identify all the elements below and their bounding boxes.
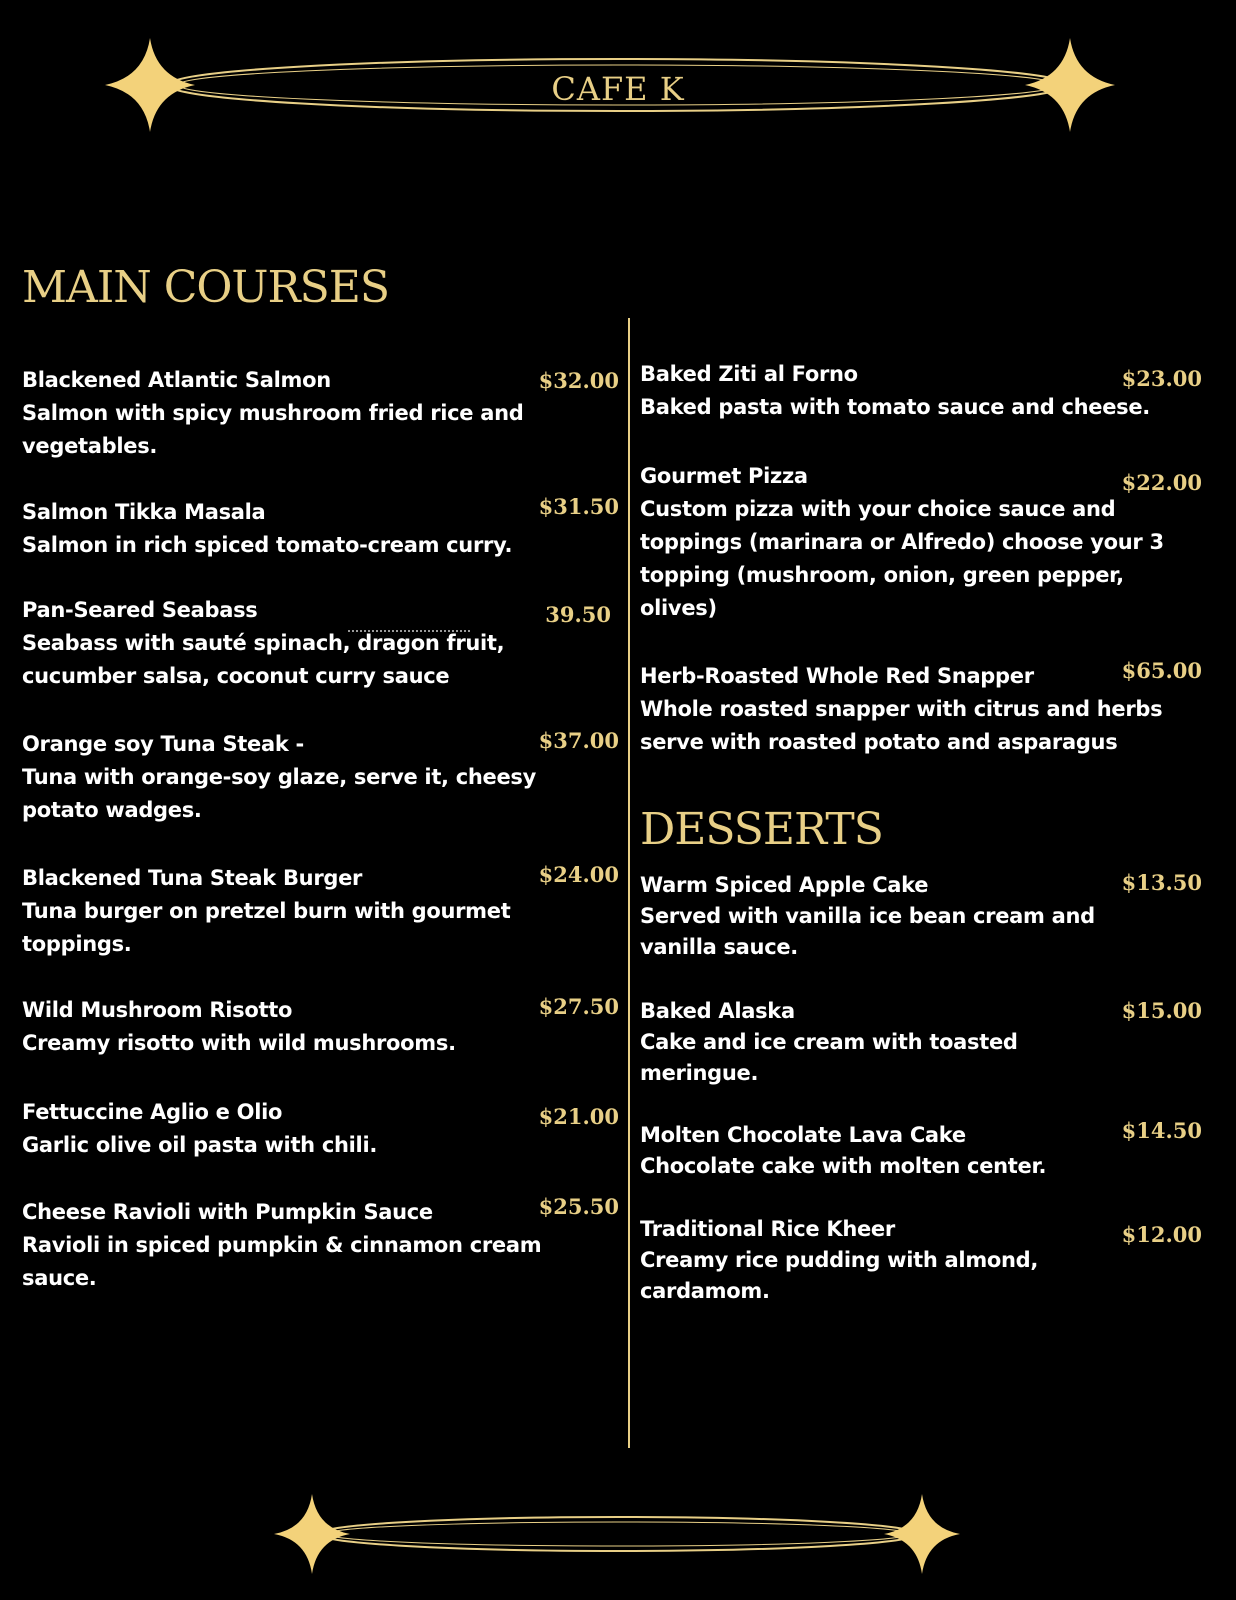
item-price: $31.50 xyxy=(538,494,619,519)
item-price: $24.00 xyxy=(538,862,619,887)
menu-item xyxy=(22,496,622,562)
item-description: Creamy rice pudding with almond, cardamom. xyxy=(640,1248,1039,1303)
item-description: Cake and ice cream with toasted meringue. xyxy=(640,1030,1018,1085)
item-description: Custom pizza with your choice sauce and toppings (marinara or Alfredo) choose your 3 topping (mushroom, onion, green pepper, olives) xyxy=(640,497,1164,620)
item-price: $32.00 xyxy=(538,368,619,393)
dotted-leader xyxy=(348,630,470,632)
item-description: Garlic olive oil pasta with chili. xyxy=(22,1133,378,1157)
item-price: $27.50 xyxy=(538,994,619,1019)
section-title-main-courses: MAIN COURSES xyxy=(22,262,390,313)
item-name: Cheese Ravioli with Pumpkin Sauce xyxy=(22,1200,433,1224)
four-point-star-icon xyxy=(884,1494,960,1574)
item-name: Blackened Atlantic Salmon xyxy=(22,368,331,392)
item-description: Served with vanilla ice bean cream and vanilla sauce. xyxy=(640,904,1095,959)
item-name: Pan-Seared Seabass xyxy=(22,598,258,622)
item-description: Salmon in rich spiced tomato-cream curry. xyxy=(22,533,513,557)
menu-item xyxy=(22,594,622,693)
menu-item xyxy=(640,660,1202,759)
menu-item xyxy=(640,996,1202,1089)
bottom-ornament xyxy=(0,1476,1236,1586)
section-title-desserts: DESSERTS xyxy=(640,804,883,855)
item-name: Herb-Roasted Whole Red Snapper xyxy=(640,664,1034,688)
menu-item xyxy=(640,1214,1202,1307)
item-description: Chocolate cake with molten center. xyxy=(640,1154,1047,1178)
item-description: Tuna with orange-soy glaze, serve it, cheesy potato wadges. xyxy=(22,765,537,822)
menu-item xyxy=(640,460,1202,625)
item-name: Baked Ziti al Forno xyxy=(640,362,858,386)
menu-item xyxy=(640,870,1202,963)
brand-name: CAFE K xyxy=(551,70,685,108)
menu-item xyxy=(22,862,622,961)
menu-item xyxy=(640,1120,1202,1182)
item-description: Creamy risotto with wild mushrooms. xyxy=(22,1031,456,1055)
item-name: Salmon Tikka Masala xyxy=(22,500,266,524)
item-price: $13.50 xyxy=(1121,870,1202,895)
item-description: Salmon with spicy mushroom fried rice and vegetables. xyxy=(22,401,524,458)
item-name: Traditional Rice Kheer xyxy=(640,1217,895,1241)
item-description: Tuna burger on pretzel burn with gourmet toppings. xyxy=(22,899,511,956)
item-name: Gourmet Pizza xyxy=(640,464,808,488)
item-price: $25.50 xyxy=(538,1194,619,1219)
item-description: Baked pasta with tomato sauce and cheese. xyxy=(640,395,1150,419)
four-point-star-icon xyxy=(274,1494,350,1574)
item-name: Orange soy Tuna Steak - xyxy=(22,732,304,756)
menu-item xyxy=(22,1196,622,1295)
item-price: 39.50 xyxy=(545,602,611,627)
item-description: Whole roasted snapper with citrus and herbs serve with roasted potato and asparagus xyxy=(640,697,1163,754)
item-description: Ravioli in spiced pumpkin & cinnamon cream sauce. xyxy=(22,1233,542,1290)
item-description: Seabass with sauté spinach, dragon fruit, cucumber salsa, coconut curry sauce xyxy=(22,631,505,688)
item-price: $65.00 xyxy=(1121,658,1202,683)
menu-item xyxy=(22,364,622,463)
item-price: $37.00 xyxy=(538,728,619,753)
item-price: $15.00 xyxy=(1121,998,1202,1023)
item-price: $12.00 xyxy=(1121,1222,1202,1247)
item-price: $21.00 xyxy=(538,1104,619,1129)
menu-item xyxy=(22,728,622,827)
item-price: $23.00 xyxy=(1121,366,1202,391)
item-name: Wild Mushroom Risotto xyxy=(22,998,293,1022)
menu-item xyxy=(640,358,1202,424)
item-price: $22.00 xyxy=(1121,470,1202,495)
menu-item xyxy=(22,1096,622,1162)
item-name: Baked Alaska xyxy=(640,999,795,1023)
menu-item xyxy=(22,994,622,1060)
item-name: Blackened Tuna Steak Burger xyxy=(22,866,363,890)
item-name: Fettuccine Aglio e Olio xyxy=(22,1100,283,1124)
item-name: Molten Chocolate Lava Cake xyxy=(640,1123,966,1147)
column-divider xyxy=(628,318,630,1448)
item-price: $14.50 xyxy=(1121,1118,1202,1143)
item-name: Warm Spiced Apple Cake xyxy=(640,873,929,897)
